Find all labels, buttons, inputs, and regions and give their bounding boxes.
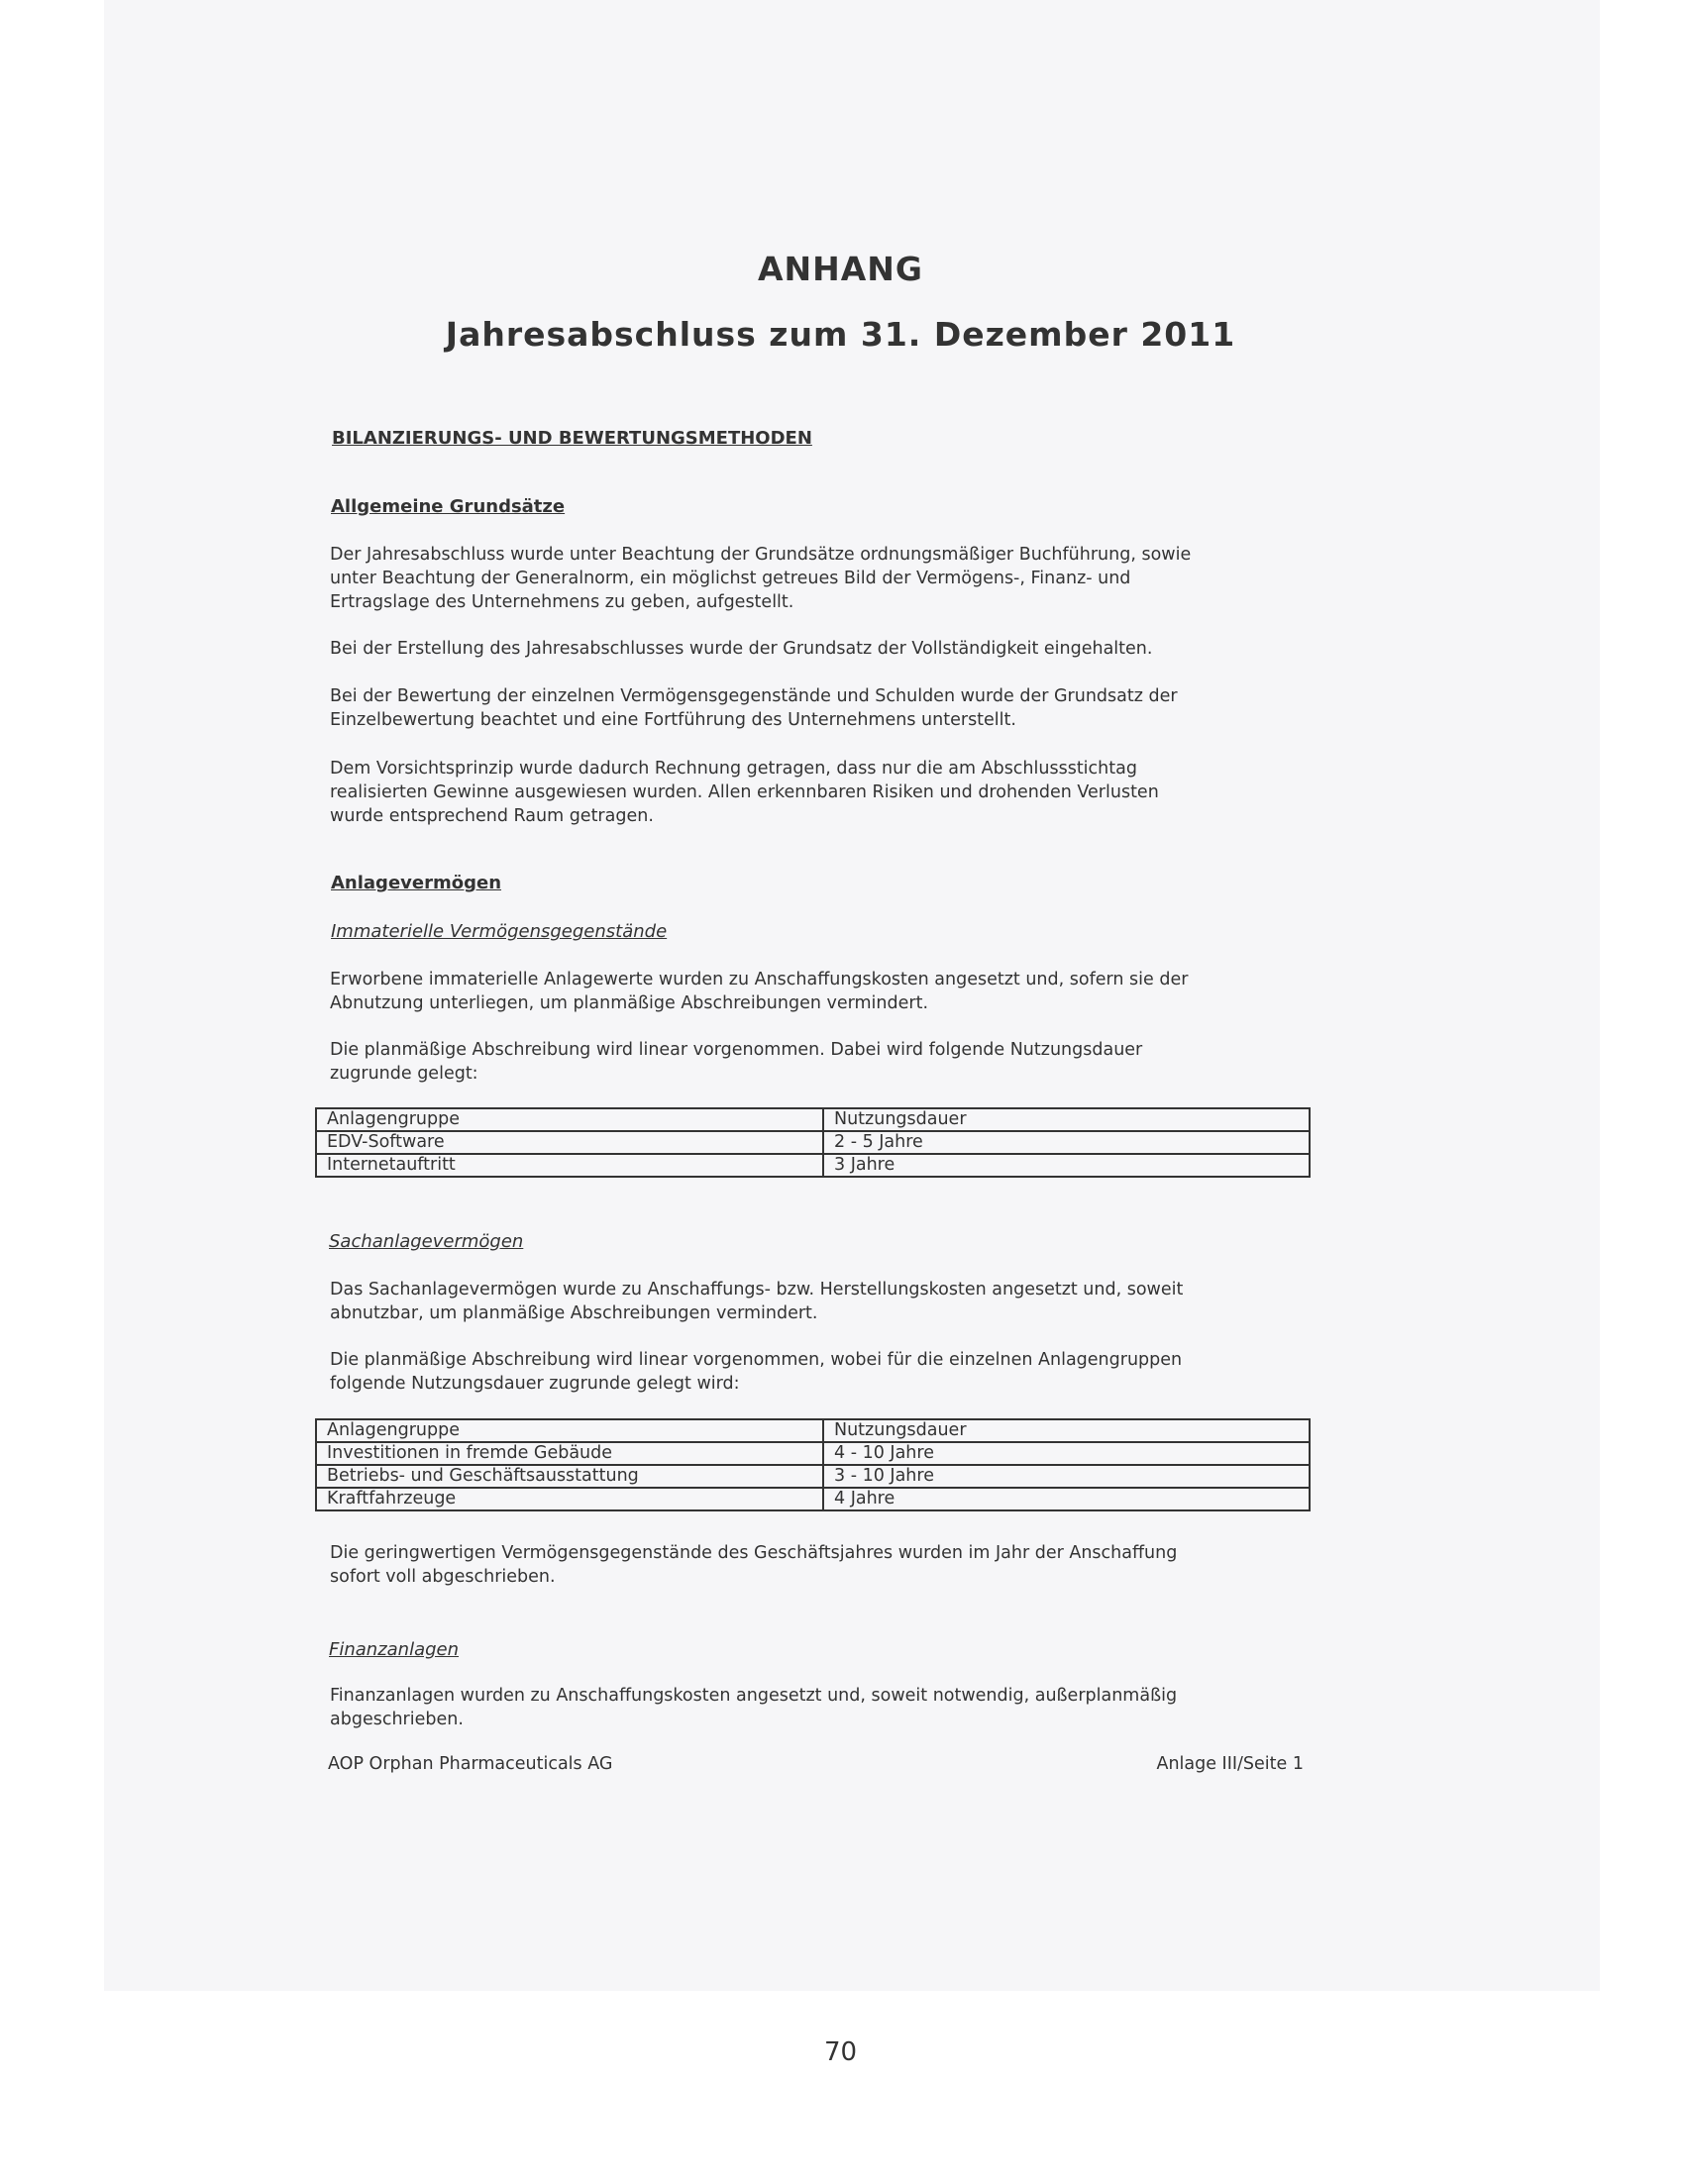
paragraph <box>330 637 1330 661</box>
table-row <box>316 1154 1310 1177</box>
text-line: Die planmäßige Abschreibung wird linear vorgenommen, wobei für die einzelnen Anlagengruppen <box>330 1350 1183 1370</box>
paragraph <box>330 1278 1330 1325</box>
anlage-heading: Anlagevermögen <box>331 873 502 893</box>
table-cell: 4 Jahre <box>823 1488 1310 1510</box>
paragraph <box>330 684 1330 732</box>
table-cell: Anlagengruppe <box>316 1108 823 1131</box>
text-line: Erworbene immaterielle Anlagewerte wurden zu Anschaffungskosten angesetzt und, sofern sie der <box>330 970 1189 989</box>
table-cell: EDV-Software <box>316 1131 823 1154</box>
nutzungsdauer-table-sach <box>315 1418 1311 1511</box>
text-line: Die geringwertigen Vermögensgegenstände des Geschäftsjahres wurden im Jahr der Anschaffung <box>330 1543 1178 1563</box>
text-line: Abnutzung unterliegen, um planmäßige Abschreibungen vermindert. <box>330 993 929 1013</box>
page-title: ANHANG <box>757 250 924 288</box>
table-cell: Anlagengruppe <box>316 1419 823 1442</box>
table-cell: Betriebs- und Geschäftsausstattung <box>316 1465 823 1488</box>
footer-page-ref: Anlage III/Seite 1 <box>1156 1754 1304 1774</box>
table-row <box>316 1465 1310 1488</box>
nutzungsdauer-table-immateriell <box>315 1107 1311 1178</box>
table-header-row <box>316 1419 1310 1442</box>
text-line: abnutzbar, um planmäßige Abschreibungen vermindert. <box>330 1303 818 1323</box>
paragraph <box>330 1541 1330 1589</box>
paragraph <box>330 1038 1330 1086</box>
text-line: Bei der Erstellung des Jahresabschlusses wurde der Grundsatz der Vollständigkeit eingehalten. <box>330 639 1153 659</box>
text-line: Finanzanlagen wurden zu Anschaffungskosten angesetzt und, soweit notwendig, außerplanmäßig <box>330 1686 1178 1706</box>
paragraph <box>330 1684 1330 1731</box>
table-cell: Nutzungsdauer <box>823 1108 1310 1131</box>
table-header-row <box>316 1108 1310 1131</box>
paragraph <box>330 1348 1330 1396</box>
immateriell-heading: Immaterielle Vermögensgegenstände <box>331 921 668 942</box>
text-line: sofort voll abgeschrieben. <box>330 1567 556 1587</box>
text-line: realisierten Gewinne ausgewiesen wurden. Allen erkennbaren Risiken und drohenden Verlusten <box>330 782 1159 802</box>
section-heading: BILANZIERUNGS- UND BEWERTUNGSMETHODEN <box>332 428 812 449</box>
allgemeine-heading: Allgemeine Grundsätze <box>331 496 566 517</box>
table-row <box>316 1488 1310 1510</box>
text-line: Dem Vorsichtsprinzip wurde dadurch Rechnung getragen, dass nur die am Abschlussstichtag <box>330 759 1137 779</box>
text-line: zugrunde gelegt: <box>330 1064 478 1084</box>
table-cell: 3 Jahre <box>823 1154 1310 1177</box>
table-cell: 4 - 10 Jahre <box>823 1442 1310 1465</box>
text-line: Das Sachanlagevermögen wurde zu Anschaffungs- bzw. Herstellungskosten angesetzt und, soweit <box>330 1280 1184 1300</box>
paragraph <box>330 968 1330 1015</box>
text-line: Ertragslage des Unternehmens zu geben, aufgestellt. <box>330 592 794 612</box>
page-number: 70 <box>824 2037 858 2067</box>
table-cell: Kraftfahrzeuge <box>316 1488 823 1510</box>
table-cell: 3 - 10 Jahre <box>823 1465 1310 1488</box>
paragraph <box>330 543 1330 614</box>
table-cell: 2 - 5 Jahre <box>823 1131 1310 1154</box>
text-line: Die planmäßige Abschreibung wird linear vorgenommen. Dabei wird folgende Nutzungsdauer <box>330 1040 1143 1060</box>
text-line: Bei der Bewertung der einzelnen Vermögensgegenstände und Schulden wurde der Grundsatz der <box>330 686 1178 706</box>
text-line: abgeschrieben. <box>330 1710 464 1729</box>
table-cell: Internetauftritt <box>316 1154 823 1177</box>
table-cell: Investitionen in fremde Gebäude <box>316 1442 823 1465</box>
paragraph <box>330 757 1330 828</box>
table-row <box>316 1442 1310 1465</box>
text-line: Einzelbewertung beachtet und eine Fortführung des Unternehmens unterstellt. <box>330 710 1016 730</box>
text-line: wurde entsprechend Raum getragen. <box>330 806 654 826</box>
text-line: Der Jahresabschluss wurde unter Beachtung der Grundsätze ordnungsmäßiger Buchführung, sowie <box>330 545 1192 565</box>
finanz-heading: Finanzanlagen <box>329 1639 460 1660</box>
text-line: unter Beachtung der Generalnorm, ein möglichst getreues Bild der Vermögens-, Finanz- und <box>330 569 1131 588</box>
sach-heading: Sachanlagevermögen <box>329 1231 524 1252</box>
text-line: folgende Nutzungsdauer zugrunde gelegt wird: <box>330 1374 740 1394</box>
footer-company: AOP Orphan Pharmaceuticals AG <box>328 1754 613 1774</box>
page-subtitle: Jahresabschluss zum 31. Dezember 2011 <box>445 315 1236 354</box>
table-row <box>316 1131 1310 1154</box>
table-cell: Nutzungsdauer <box>823 1419 1310 1442</box>
